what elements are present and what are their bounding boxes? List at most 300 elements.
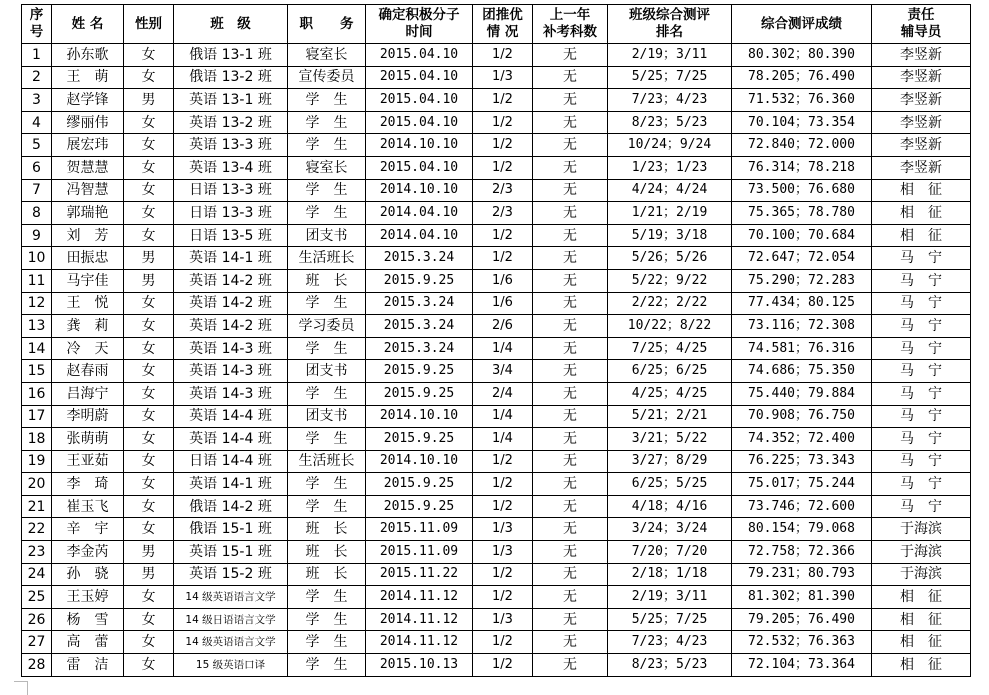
- col-class: 14 级英语语言文学: [174, 631, 288, 654]
- col-position: 学 生: [288, 292, 366, 315]
- col-gender: 女: [124, 608, 174, 631]
- col-name: 杨 雪: [52, 608, 124, 631]
- col-league-recommend: 1/3: [473, 518, 533, 541]
- col-class: 日语 13-5 班: [174, 224, 288, 247]
- col-position: 学 生: [288, 428, 366, 451]
- col-evaluation-score: 70.100；70.684: [732, 224, 872, 247]
- col-activist-date: 2015.11.22: [366, 563, 473, 586]
- col-class-rank: 3/24；3/24: [608, 518, 732, 541]
- col-league-recommend: 1/2: [473, 156, 533, 179]
- col-evaluation-score: 71.532；76.360: [732, 89, 872, 112]
- col-counselor: 李竖新: [872, 111, 971, 134]
- col-class-rank: 3/21；5/22: [608, 428, 732, 451]
- col-class: 日语 14-4 班: [174, 450, 288, 473]
- col-name: 李明蔚: [52, 405, 124, 428]
- col-gender: 女: [124, 66, 174, 89]
- col-makeup-exams: 无: [533, 179, 608, 202]
- student-table: [21, 4, 971, 677]
- col-position: 团支书: [288, 360, 366, 383]
- col-position: 学 生: [288, 631, 366, 654]
- table-row: [22, 428, 971, 451]
- header-row: [22, 5, 971, 44]
- header-line: 姓 名: [71, 15, 104, 32]
- header-line: 辅导员: [900, 24, 942, 40]
- col-position: 学 生: [288, 134, 366, 157]
- col-gender: 女: [124, 405, 174, 428]
- col-class: 俄语 13-2 班: [174, 66, 288, 89]
- col-activist-date: 2015.04.10: [366, 156, 473, 179]
- table-row: [22, 156, 971, 179]
- col-name: 孙东歌: [52, 44, 124, 67]
- col-gender: 女: [124, 518, 174, 541]
- table-row: [22, 179, 971, 202]
- col-class: 英语 14-2 班: [174, 292, 288, 315]
- col-class: 日语 13-3 班: [174, 179, 288, 202]
- col-counselor: 相 征: [872, 202, 971, 225]
- crop-mark: [27, 681, 28, 695]
- col-counselor: 李竖新: [872, 156, 971, 179]
- col-league-recommend: 1/3: [473, 608, 533, 631]
- col-position: 学 生: [288, 111, 366, 134]
- col-makeup-exams: 无: [533, 337, 608, 360]
- col-name: 贺慧慧: [52, 156, 124, 179]
- col-activist-date: 2015.9.25: [366, 495, 473, 518]
- header-line: 确定积极分子: [378, 7, 460, 23]
- col-evaluation-score: 75.440；79.884: [732, 382, 872, 405]
- table-row: [22, 44, 971, 67]
- col-evaluation-score: 75.290；72.283: [732, 269, 872, 292]
- col-class: 英语 14-1 班: [174, 473, 288, 496]
- col-gender: 女: [124, 495, 174, 518]
- header-line: 序: [29, 7, 44, 23]
- table-row: [22, 224, 971, 247]
- col-counselor: 马 宁: [872, 382, 971, 405]
- col-class: 英语 14-2 班: [174, 269, 288, 292]
- col-name: 郭瑞艳: [52, 202, 124, 225]
- col-makeup-exams: 无: [533, 224, 608, 247]
- col-counselor: 马 宁: [872, 269, 971, 292]
- col-class: 英语 14-3 班: [174, 360, 288, 383]
- header-line: 排名: [656, 24, 683, 40]
- col-index: 6: [22, 156, 52, 179]
- table-row: [22, 495, 971, 518]
- table-row: [22, 89, 971, 112]
- table-row: [22, 360, 971, 383]
- col-class-rank: 7/20；7/20: [608, 541, 732, 564]
- col-evaluation-score: 76.225；73.343: [732, 450, 872, 473]
- col-class-rank: 8/23；5/23: [608, 654, 732, 677]
- col-gender: 男: [124, 269, 174, 292]
- col-class-rank: 7/23；4/23: [608, 631, 732, 654]
- col-league-recommend: 1/2: [473, 111, 533, 134]
- col-class-rank: 5/21；2/21: [608, 405, 732, 428]
- table-row: [22, 134, 971, 157]
- col-position: 班 长: [288, 269, 366, 292]
- col-league-recommend: 1/2: [473, 134, 533, 157]
- col-name: 李金芮: [52, 541, 124, 564]
- col-position: 学 生: [288, 586, 366, 609]
- table-row: [22, 473, 971, 496]
- col-evaluation-score: 72.532；76.363: [732, 631, 872, 654]
- col-league-recommend: 1/4: [473, 405, 533, 428]
- col-index: 9: [22, 224, 52, 247]
- col-name: 马宇佳: [52, 269, 124, 292]
- col-class-rank: 5/19；3/18: [608, 224, 732, 247]
- col-name: 张萌萌: [52, 428, 124, 451]
- table-body: [22, 44, 971, 677]
- col-league-recommend: 1/2: [473, 247, 533, 270]
- col-gender: 女: [124, 382, 174, 405]
- col-counselor: 马 宁: [872, 315, 971, 338]
- col-counselor: 于海滨: [872, 563, 971, 586]
- col-index: 21: [22, 495, 52, 518]
- col-position: 班 长: [288, 541, 366, 564]
- col-index: 27: [22, 631, 52, 654]
- col-class-rank: 10/22；8/22: [608, 315, 732, 338]
- col-class: 英语 13-2 班: [174, 111, 288, 134]
- col-evaluation-score: 76.314；78.218: [732, 156, 872, 179]
- col-class-rank: 6/25；6/25: [608, 360, 732, 383]
- col-gender: 女: [124, 450, 174, 473]
- col-league-recommend: 1/2: [473, 89, 533, 112]
- col-class: 英语 14-1 班: [174, 247, 288, 270]
- col-league-recommend: 2/6: [473, 315, 533, 338]
- col-makeup-exams: 无: [533, 586, 608, 609]
- col-league-recommend: 2/3: [473, 179, 533, 202]
- col-gender: 女: [124, 360, 174, 383]
- col-counselor: 马 宁: [872, 473, 971, 496]
- col-evaluation-score: 77.434；80.125: [732, 292, 872, 315]
- col-gender: 女: [124, 156, 174, 179]
- col-league-recommend: 1/2: [473, 654, 533, 677]
- col-league-recommend: 1/2: [473, 631, 533, 654]
- col-counselor: 马 宁: [872, 495, 971, 518]
- col-class: 英语 13-3 班: [174, 134, 288, 157]
- col-gender-header: [124, 5, 174, 44]
- col-counselor: 李竖新: [872, 66, 971, 89]
- col-evaluation-score: 73.746；72.600: [732, 495, 872, 518]
- col-activist-date: 2015.3.24: [366, 292, 473, 315]
- header-line: 责任: [907, 7, 935, 23]
- header-line: 时间: [405, 24, 433, 40]
- col-index: 28: [22, 654, 52, 677]
- table-row: [22, 608, 971, 631]
- col-counselor: 马 宁: [872, 337, 971, 360]
- col-class: 英语 13-4 班: [174, 156, 288, 179]
- col-index: 4: [22, 111, 52, 134]
- table-row: [22, 111, 971, 134]
- col-counselor: 马 宁: [872, 360, 971, 383]
- col-position: 学 生: [288, 654, 366, 677]
- table-row: [22, 269, 971, 292]
- col-makeup-exams: 无: [533, 360, 608, 383]
- col-makeup-exams: 无: [533, 292, 608, 315]
- col-class-rank-header: [608, 5, 732, 44]
- col-gender: 女: [124, 315, 174, 338]
- col-index: 3: [22, 89, 52, 112]
- col-makeup-exams: 无: [533, 563, 608, 586]
- col-evaluation-score: 74.581；76.316: [732, 337, 872, 360]
- col-gender: 女: [124, 428, 174, 451]
- table-row: [22, 66, 971, 89]
- col-activist-date: 2014.10.10: [366, 405, 473, 428]
- col-evaluation-score-header: [732, 5, 872, 44]
- table-row: [22, 541, 971, 564]
- col-gender: 女: [124, 337, 174, 360]
- col-gender: 男: [124, 563, 174, 586]
- table-row: [22, 518, 971, 541]
- col-league-recommend: 1/2: [473, 586, 533, 609]
- col-name: 冷 天: [52, 337, 124, 360]
- col-activist-date: 2015.9.25: [366, 428, 473, 451]
- col-activist-date: 2014.11.12: [366, 608, 473, 631]
- col-activist-date: 2014.11.12: [366, 586, 473, 609]
- header-line: 情 况: [486, 24, 519, 40]
- col-index: 22: [22, 518, 52, 541]
- col-index: 5: [22, 134, 52, 157]
- col-gender: 女: [124, 224, 174, 247]
- col-makeup-exams: 无: [533, 111, 608, 134]
- col-makeup-exams: 无: [533, 44, 608, 67]
- col-counselor: 相 征: [872, 654, 971, 677]
- col-gender: 男: [124, 541, 174, 564]
- col-class-rank: 4/18；4/16: [608, 495, 732, 518]
- col-class: 英语 14-4 班: [174, 428, 288, 451]
- col-index: 15: [22, 360, 52, 383]
- col-gender: 女: [124, 202, 174, 225]
- col-activist-date: 2015.9.25: [366, 269, 473, 292]
- col-index: 19: [22, 450, 52, 473]
- col-league-recommend: 1/2: [473, 495, 533, 518]
- col-evaluation-score: 72.840；72.000: [732, 134, 872, 157]
- header-line: 补考科数: [543, 24, 597, 40]
- col-class: 英语 15-2 班: [174, 563, 288, 586]
- header-line: 团推优: [482, 7, 523, 23]
- col-index: 18: [22, 428, 52, 451]
- col-makeup-exams: 无: [533, 608, 608, 631]
- col-class: 英语 13-1 班: [174, 89, 288, 112]
- table-row: [22, 382, 971, 405]
- col-class-rank: 3/27；8/29: [608, 450, 732, 473]
- col-index: 23: [22, 541, 52, 564]
- col-index: 2: [22, 66, 52, 89]
- col-counselor: 相 征: [872, 224, 971, 247]
- col-name: 缪丽伟: [52, 111, 124, 134]
- col-league-recommend: 1/3: [473, 66, 533, 89]
- col-evaluation-score: 73.500；76.680: [732, 179, 872, 202]
- header-line: 上一年: [549, 7, 591, 23]
- col-class: 15 级英语口译: [174, 654, 288, 677]
- col-league-recommend: 1/2: [473, 44, 533, 67]
- col-position: 学 生: [288, 608, 366, 631]
- header-line: 综合测评成绩: [761, 15, 842, 32]
- col-class-rank: 2/19；3/11: [608, 586, 732, 609]
- col-class-rank: 5/26；5/26: [608, 247, 732, 270]
- col-counselor: 于海滨: [872, 518, 971, 541]
- col-class: 英语 14-4 班: [174, 405, 288, 428]
- header-line: 性别: [135, 15, 162, 32]
- col-makeup-exams: 无: [533, 631, 608, 654]
- col-name: 辛 宇: [52, 518, 124, 541]
- col-makeup-exams: 无: [533, 382, 608, 405]
- col-index: 24: [22, 563, 52, 586]
- col-evaluation-score: 72.104；73.364: [732, 654, 872, 677]
- col-evaluation-score: 74.352；72.400: [732, 428, 872, 451]
- col-name: 龚 莉: [52, 315, 124, 338]
- col-gender: 女: [124, 44, 174, 67]
- col-gender: 女: [124, 111, 174, 134]
- col-league-recommend: 2/4: [473, 382, 533, 405]
- col-index-header: [22, 5, 52, 44]
- col-class-rank: 7/23；4/23: [608, 89, 732, 112]
- col-name: 崔玉飞: [52, 495, 124, 518]
- col-league-recommend: 1/6: [473, 292, 533, 315]
- col-class-rank: 10/24；9/24: [608, 134, 732, 157]
- col-gender: 女: [124, 631, 174, 654]
- col-league-recommend: 1/2: [473, 563, 533, 586]
- col-counselor: 李竖新: [872, 134, 971, 157]
- col-evaluation-score: 72.758；72.366: [732, 541, 872, 564]
- col-class-rank: 4/24；4/24: [608, 179, 732, 202]
- col-league-recommend: 1/6: [473, 269, 533, 292]
- col-class: 俄语 15-1 班: [174, 518, 288, 541]
- col-league-recommend: 1/2: [473, 450, 533, 473]
- header-line: 号: [29, 24, 44, 40]
- table-row: [22, 405, 971, 428]
- col-activist-date: 2014.04.10: [366, 202, 473, 225]
- col-activist-date: 2015.9.25: [366, 473, 473, 496]
- col-activist-date: 2015.10.13: [366, 654, 473, 677]
- col-activist-date: 2014.10.10: [366, 179, 473, 202]
- table-row: [22, 337, 971, 360]
- col-name: 冯智慧: [52, 179, 124, 202]
- table-header: [22, 5, 971, 44]
- col-league-recommend: 1/2: [473, 473, 533, 496]
- col-makeup-exams: 无: [533, 66, 608, 89]
- col-league-recommend: 1/4: [473, 337, 533, 360]
- col-class: 英语 14-2 班: [174, 315, 288, 338]
- col-evaluation-score: 75.017；75.244: [732, 473, 872, 496]
- col-league-recommend: 1/3: [473, 541, 533, 564]
- col-name-header: [52, 5, 124, 44]
- col-counselor: 马 宁: [872, 405, 971, 428]
- col-class: 俄语 13-1 班: [174, 44, 288, 67]
- col-evaluation-score: 80.302；80.390: [732, 44, 872, 67]
- col-counselor-header: [872, 5, 971, 44]
- col-league-recommend: 3/4: [473, 360, 533, 383]
- col-position: 班 长: [288, 518, 366, 541]
- col-gender: 女: [124, 292, 174, 315]
- col-index: 7: [22, 179, 52, 202]
- col-activist-date: 2015.9.25: [366, 382, 473, 405]
- col-makeup-exams: 无: [533, 315, 608, 338]
- col-activist-date: 2015.11.09: [366, 518, 473, 541]
- col-gender: 女: [124, 473, 174, 496]
- col-evaluation-score: 81.302；81.390: [732, 586, 872, 609]
- table-row: [22, 563, 971, 586]
- col-makeup-exams: 无: [533, 473, 608, 496]
- col-name: 雷 洁: [52, 654, 124, 677]
- col-gender: 男: [124, 89, 174, 112]
- col-class-rank: 1/21；2/19: [608, 202, 732, 225]
- col-evaluation-score: 73.116；72.308: [732, 315, 872, 338]
- col-class-header: [174, 5, 288, 44]
- col-class: 14 级日语语言文学: [174, 608, 288, 631]
- col-position: 团支书: [288, 405, 366, 428]
- col-makeup-exams: 无: [533, 134, 608, 157]
- col-name: 赵学锋: [52, 89, 124, 112]
- col-index: 8: [22, 202, 52, 225]
- col-position: 学 生: [288, 202, 366, 225]
- col-counselor: 马 宁: [872, 247, 971, 270]
- col-class: 14 级英语语言文学: [174, 586, 288, 609]
- col-counselor: 李竖新: [872, 44, 971, 67]
- col-activist-date: 2015.04.10: [366, 89, 473, 112]
- col-evaluation-score: 72.647；72.054: [732, 247, 872, 270]
- col-evaluation-score: 75.365；78.780: [732, 202, 872, 225]
- col-counselor: 马 宁: [872, 450, 971, 473]
- col-class-rank: 6/25；5/25: [608, 473, 732, 496]
- col-position: 学习委员: [288, 315, 366, 338]
- col-class-rank: 8/23；5/23: [608, 111, 732, 134]
- col-counselor: 相 征: [872, 631, 971, 654]
- col-activist-date: 2015.11.09: [366, 541, 473, 564]
- col-makeup-exams: 无: [533, 89, 608, 112]
- col-gender: 男: [124, 247, 174, 270]
- crop-mark: [14, 681, 28, 682]
- col-name: 王 萌: [52, 66, 124, 89]
- col-activist-date: 2015.3.24: [366, 247, 473, 270]
- col-evaluation-score: 79.231；80.793: [732, 563, 872, 586]
- col-counselor: 相 征: [872, 608, 971, 631]
- col-gender: 女: [124, 179, 174, 202]
- col-makeup-exams: 无: [533, 202, 608, 225]
- col-class: 英语 14-3 班: [174, 337, 288, 360]
- col-evaluation-score: 74.686；75.350: [732, 360, 872, 383]
- col-index: 14: [22, 337, 52, 360]
- col-activist-date: 2014.10.10: [366, 134, 473, 157]
- col-makeup-exams: 无: [533, 541, 608, 564]
- col-index: 10: [22, 247, 52, 270]
- header-line: 职 务: [299, 15, 354, 32]
- col-name: 孙 骁: [52, 563, 124, 586]
- col-position: 生活班长: [288, 247, 366, 270]
- col-name: 王亚茹: [52, 450, 124, 473]
- col-class: 英语 14-3 班: [174, 382, 288, 405]
- col-class: 英语 15-1 班: [174, 541, 288, 564]
- col-index: 20: [22, 473, 52, 496]
- col-class-rank: 7/25；4/25: [608, 337, 732, 360]
- table-row: [22, 202, 971, 225]
- header-line: 班级综合测评: [629, 7, 710, 23]
- col-name: 高 蕾: [52, 631, 124, 654]
- col-name: 李 琦: [52, 473, 124, 496]
- col-activist-date: 2015.3.24: [366, 337, 473, 360]
- col-counselor: 马 宁: [872, 292, 971, 315]
- col-makeup-exams: 无: [533, 428, 608, 451]
- col-makeup-exams-header: [533, 5, 608, 44]
- col-evaluation-score: 79.205；76.490: [732, 608, 872, 631]
- col-activist-date: 2014.04.10: [366, 224, 473, 247]
- col-index: 26: [22, 608, 52, 631]
- col-class-rank: 2/22；2/22: [608, 292, 732, 315]
- col-evaluation-score: 70.104；73.354: [732, 111, 872, 134]
- col-gender: 女: [124, 586, 174, 609]
- col-index: 25: [22, 586, 52, 609]
- col-name: 展宏玮: [52, 134, 124, 157]
- col-position: 学 生: [288, 89, 366, 112]
- col-activist-date: 2015.04.10: [366, 111, 473, 134]
